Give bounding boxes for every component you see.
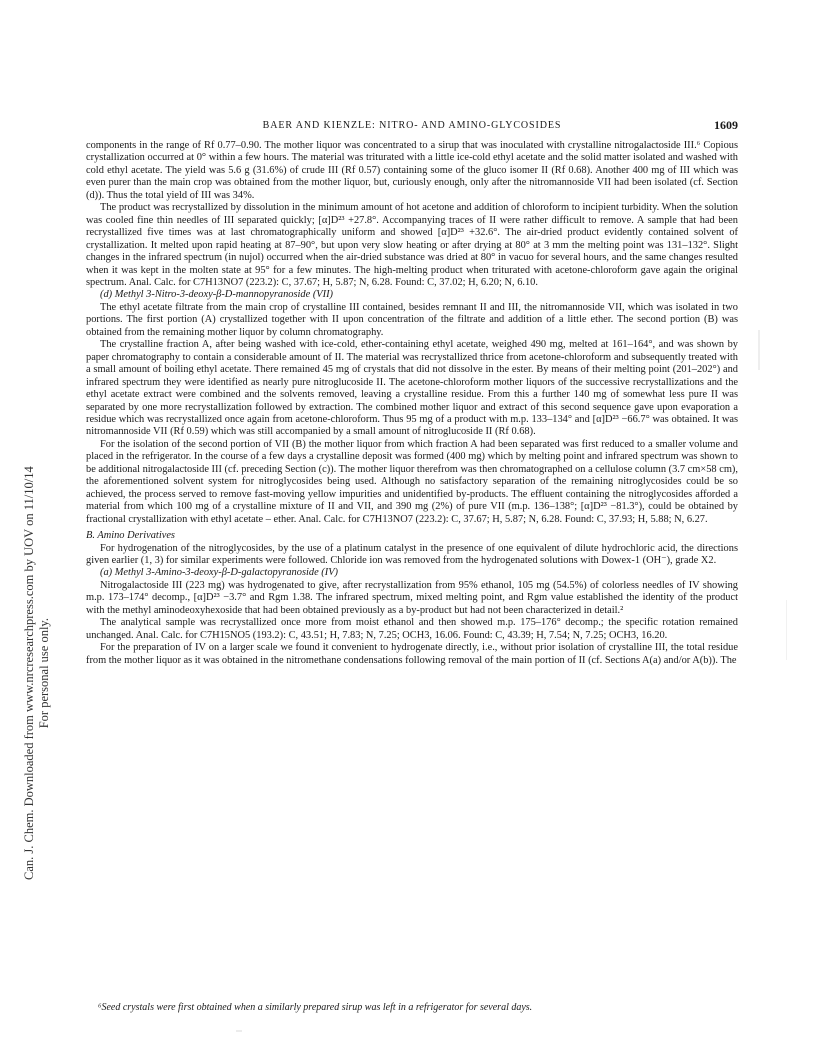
paragraph-1: components in the range of Rf 0.77–0.90. The mother liquor was concentrated to a sirup that was inoculated with crystalline nitrogalactoside III.⁶ Copious crystallization occurred at 0° within a few hours. The material was triturated with a little ice-cold ethyl acetate and the solid matter isolated and washed with cold ethyl acetate. The yield was 5.6 g (31.6%) of crude III (Rf 0.57) containing some of the gluco isomer II (Rf 0.68). Another 400 mg of III which was even purer than the main crop was obtained from the mother liquor, but, curiously enough, only after the nitromannoside VII had been isolated (cf. Section (d)). Thus the total yield of III was 34%. (86, 140, 738, 201)
download-notice (4, 240, 51, 880)
paragraph-2: The product was recrystallized by dissolution in the minimum amount of hot acetone and addition of chloroform to incipient turbidity. When the solution was cooled fine thin needles of III separated quickly; [α]D²³ +27.8°. Accompanying traces of II were rather difficult to remove. A sample that had been recrystallized five times was at last chromatographically uniform and showed [α]D²³ +32.6°. The air-dried product evidently contained solvent of crystallization. It melted upon rapid heating at 87–90°, but upon very slow heating or after drying at 80° at 3 mm the melting point was 131–132°. Slight changes in the infrared spectrum (in nujol) occurred when the air-dried substance was dried at 80° in vacuo for several hours, and the same changes resulted when it was kept in the molten state at 95° for a few minutes. The high-melting product when triturated with acetone-chloroform gave again the original spectrum. Anal. Calc. for C7H13NO7 (223.2): C, 37.67; H, 5.87; N, 6.28. Found: C, 37.02; H, 6.20; N, 6.10. (86, 202, 738, 288)
scan-speck (786, 600, 787, 660)
scan-speck (758, 330, 760, 370)
subsection-heading-a: (a) Methyl 3-Amino-3-deoxy-β-D-galactopyranoside (IV) (100, 567, 339, 579)
subsection-heading-d: (d) Methyl 3-Nitro-3-deoxy-β-D-mannopyranoside (VII) (100, 289, 334, 301)
download-notice-line2: For personal use only. (37, 618, 51, 729)
download-notice-line1: Can. J. Chem. Downloaded from www.nrcresearchpress.com by UOV on 11/10/14 (22, 466, 36, 880)
page-number: 1609 (714, 118, 738, 132)
paragraph-4: The crystalline fraction A, after being washed with ice-cold, ether-containing ethyl acetate, weighed 490 mg, melted at 161–164°, and was shown by paper chromatography to contain a considerable amount of II. The material was recrystallized thrice from acetone-chloroform and subsequently treated with a small amount of boiling ethyl acetate. There remained 45 mg of crystals that did not dissolve in the ester. By means of their melting point (201–202°) and infrared spectrum they were identified as nearly pure nitroglucoside II. The acetone-chloroform mother liquors of the successive recrystallizations and the ethyl acetate extract were combined and the solvents removed, leaving a crystalline residue. From this a further 140 mg of somewhat less pure II was separated by one more recrystallization followed by extraction. The combined mother liquor and extract of this second sequence gave upon evaporation a residue which was recrystallized once again from acetone-chloroform. Thus 95 mg of a product with m.p. 133–134° and [α]D²³ −66.7° was obtained. It was nitromannoside VII (Rf 0.59) which was still accompanied by a small amount of nitroglucoside II (Rf 0.68). (86, 339, 738, 438)
paragraph-7: Nitrogalactoside III (223 mg) was hydrogenated to give, after recrystallization from 95% ethanol, 105 mg (54.5%) of colorless needles of IV showing m.p. 173–174° decomp., [α]D²³ −3.7° and Rgm 1.38. The infrared spectrum, mixed melting point, and Rgm value established the identity of the product with the methyl aminodeoxyhexoside that had been obtained previously as a by-product but had not been characterized in detail.² (86, 579, 738, 616)
paragraph-5: For the isolation of the second portion of VII (B) the mother liquor from which fraction A had been separated was first reduced to a smaller volume and placed in the refrigerator. In the course of a few days a crystalline deposit was formed (400 mg) which by melting point and infrared spectrum was shown to be additional nitrogalactoside III (cf. preceding Section (c)). The mother liquor therefrom was then chromatographed on a cellulose column (3.7 cm×58 cm), the aforementioned solvent system for nitroglycosides being used. Although no satisfactory separation of the remaining nitroglycosides could be so achieved, the process served to remove fast-moving yellow impurities and unidentified by-products. The effluent containing the nitroglycosides afforded a material from which 100 mg of a crystalline mixture of II and VII, and 390 mg (2%) of pure VII (m.p. 136–138°; [α]D²³ −81.3°), could be obtained by fractional crystallization with ethyl acetate – ether. Anal. Calc. for C7H13NO7 (223.2): C, 37.67; H, 5.87; N, 6.28. Found: C, 37.93; H, 5.88; N, 6.27. (86, 438, 738, 525)
download-notice-text (22, 466, 52, 880)
paragraph-6: For hydrogenation of the nitroglycosides, by the use of a platinum catalyst in the presence of one equivalent of dilute hydrochloric acid, the directions given earlier (1, 3) for similar experiments were followed. Chloride ion was removed from the hydrogenated solutions with Dowex-1 (OH⁻), grade X2. (86, 542, 738, 566)
scan-speck (236, 1030, 242, 1032)
article-body (86, 140, 738, 667)
page-header (86, 118, 738, 134)
paragraph-3: The ethyl acetate filtrate from the main crop of crystalline III contained, besides remnant II and III, the nitromannoside VII, which was isolated in two portions. The first portion (A) crystallized together with II upon concentration of the filtrate and addition of a little ether. The second portion (B) was obtained from the remaining mother liquor by column chromatography. (86, 301, 738, 338)
paragraph-8: The analytical sample was recrystallized once more from moist ethanol and then showed m.p. 175–176° decomp.; the specific rotation remained unchanged. Anal. Calc. for C7H15NO5 (193.2): C, 43.51; H, 7.83; N, 7.25; OCH3, 16.06. Found: C, 43.39; H, 7.54; N, 7.25; OCH3, 16.20. (86, 617, 738, 641)
running-head: BAER AND KIENZLE: NITRO- AND AMINO-GLYCOSIDES (262, 120, 562, 131)
paragraph-9: For the preparation of IV on a larger scale we found it convenient to hydrogenate directly, i.e., without prior isolation of crystalline III, the total residue from the mother liquor as it was obtained in the nitromethane condensations following removal of the main portion of II (cf. Sections A(a) and/or A(b)). The (86, 642, 738, 666)
footnote: ⁶Seed crystals were first obtained when a similarly prepared sirup was left in a refrigerator for several days. (98, 1002, 533, 1013)
section-heading-b: B. Amino Derivatives (86, 530, 175, 542)
